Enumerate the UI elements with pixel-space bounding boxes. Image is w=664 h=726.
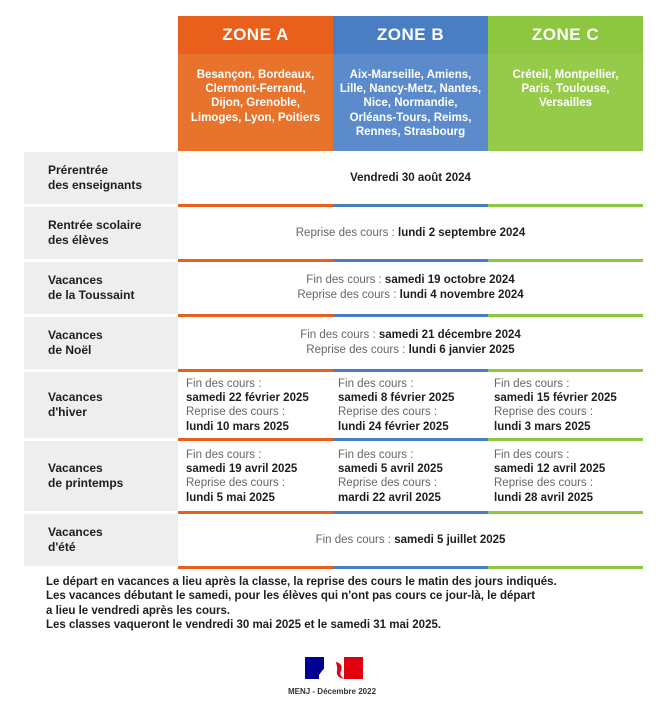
row-label-hiver: Vacances d'hiver [24, 372, 178, 438]
row-cell-ete: Fin des cours : samedi 5 juillet 2025 [315, 533, 506, 546]
printemps-zone-a: Fin des cours : samedi 19 avril 2025 Reprise des cours : lundi 5 mai 2025 [186, 449, 298, 504]
zone-a-cities: Besançon, Bordeaux, Clermont-Ferrand, Dijon, Grenoble, Limoges, Lyon, Poitiers [178, 54, 333, 151]
zone-c-cities: Créteil, Montpellier, Paris, Toulouse, Versailles [488, 54, 643, 151]
footnotes: Le départ en vacances a lieu après la classe, la reprise des cours le matin des jours indiqués. Les vacances débutant le samedi, pour les élèves qui n'ont pas cours ce jour-là, le départ a lieu le vendredi après les cours. Les classes vaqueront le vendredi 30 mai 2025 et le samedi 31 mai 2025. [46, 576, 557, 631]
zone-b-header: ZONE B [333, 16, 488, 54]
zone-b-cities: Aix-Marseille, Amiens, Lille, Nancy-Metz, Nantes, Nice, Normandie, Orléans-Tours, Reims, Rennes, Strasbourg [333, 54, 488, 151]
row-label-prerentree: Prérentrée des enseignants [24, 152, 178, 204]
hiver-zone-b: Fin des cours : samedi 8 février 2025 Reprise des cours : lundi 24 février 2025 [338, 378, 455, 433]
row-cell-toussaint: Fin des cours : samedi 19 octobre 2024 Reprise des cours : lundi 4 novembre 2024 [297, 274, 524, 301]
row-label-toussaint: Vacances de la Toussaint [24, 262, 178, 314]
row-cell-prerentree [178, 152, 643, 204]
row-label-rentree: Rentrée scolaire des élèves [24, 207, 178, 259]
footer-credit: MENJ - Décembre 2022 [287, 687, 377, 696]
row-label-printemps: Vacances de printemps [24, 441, 178, 511]
prerentree-date: Vendredi 30 août 2024 [350, 171, 471, 184]
zone-a-header: ZONE A [178, 16, 333, 54]
hiver-zone-a: Fin des cours : samedi 22 février 2025 Reprise des cours : lundi 10 mars 2025 [186, 378, 309, 433]
printemps-zone-c: Fin des cours : samedi 12 avril 2025 Reprise des cours : lundi 28 avril 2025 [494, 449, 606, 504]
row-label-ete: Vacances d'été [24, 514, 178, 566]
row-cell-noel: Fin des cours : samedi 21 décembre 2024 Reprise des cours : lundi 6 janvier 2025 [300, 329, 521, 356]
row-cell-rentree: Reprise des cours : lundi 2 septembre 2024 [295, 226, 526, 239]
printemps-zone-b: Fin des cours : samedi 5 avril 2025 Reprise des cours : mardi 22 avril 2025 [338, 449, 443, 504]
republique-francaise-logo [305, 657, 363, 679]
hiver-zone-c: Fin des cours : samedi 15 février 2025 Reprise des cours : lundi 3 mars 2025 [494, 378, 617, 433]
row-label-noel: Vacances de Noël [24, 317, 178, 369]
zone-c-header: ZONE C [488, 16, 643, 54]
